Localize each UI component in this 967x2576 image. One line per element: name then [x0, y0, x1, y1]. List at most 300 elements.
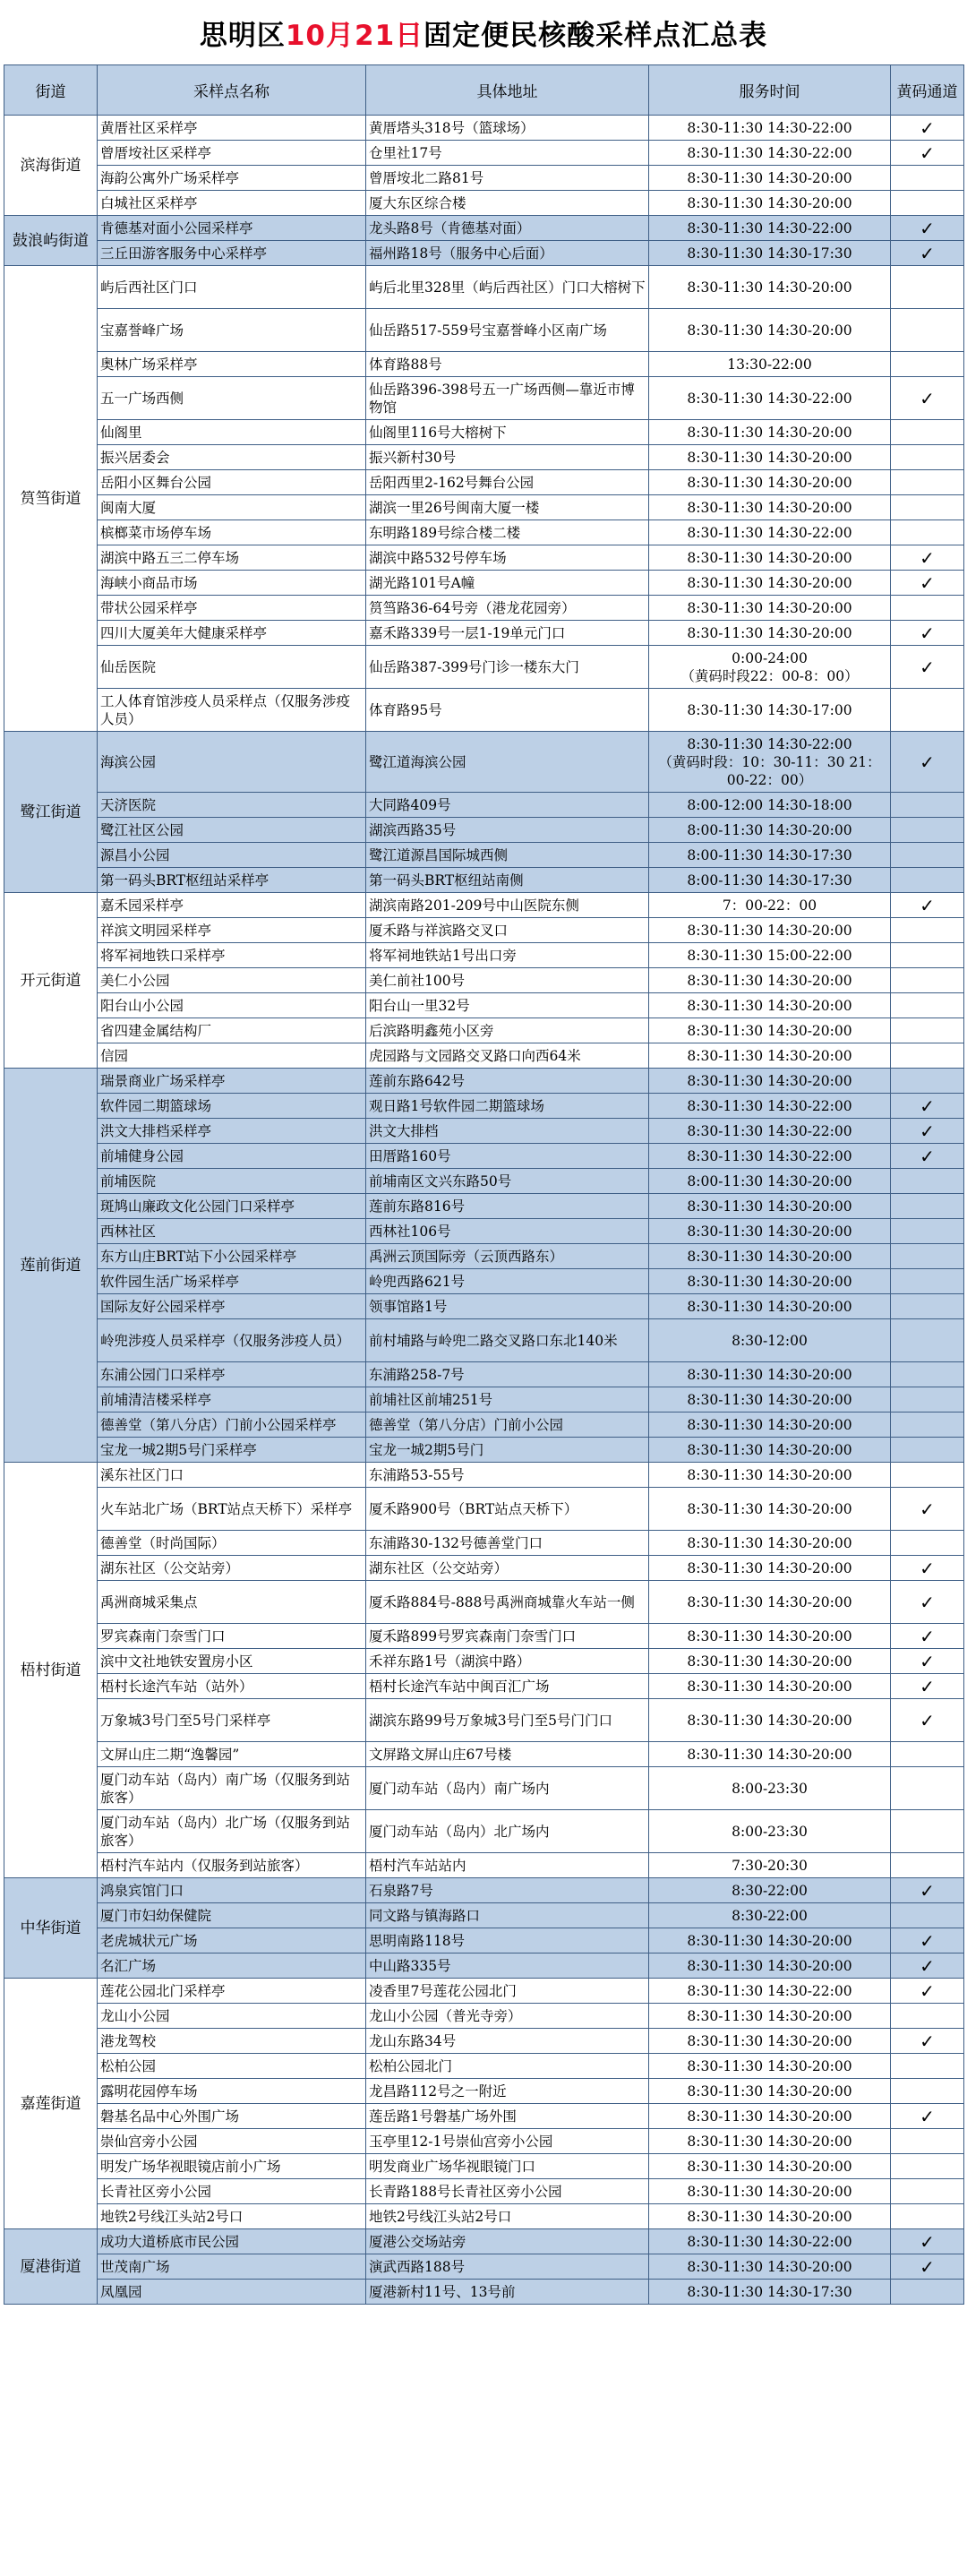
service-time: 8:30-11:30 14:30-20:00 [649, 2104, 891, 2129]
service-time: 8:30-11:30 14:30-22:00 （黄码时段：10：30-11：30 21：00-22：00） [649, 732, 891, 793]
site-address: 厦港公交场站旁 [366, 2229, 649, 2254]
yellow-channel-empty [891, 470, 964, 495]
site-name: 厦门动车站（岛内）北广场（仅服务到站旅客） [98, 1810, 366, 1853]
service-time: 8:30-11:30 14:30-22:00 [649, 116, 891, 141]
site-name: 溪东社区门口 [98, 1463, 366, 1488]
site-name: 白城社区采样亭 [98, 191, 366, 216]
table-row [4, 2229, 964, 2254]
table-row [4, 1699, 964, 1742]
table-row [4, 1043, 964, 1069]
site-address: 田厝路160号 [366, 1144, 649, 1169]
table-row [4, 1742, 964, 1767]
site-address: 龙山小公园（普光寺旁） [366, 2004, 649, 2029]
table-row [4, 2154, 964, 2179]
site-address: 梧村汽车站站内 [366, 1853, 649, 1878]
yellow-channel-check-icon: ✓ [891, 893, 964, 918]
yellow-channel-check-icon: ✓ [891, 1488, 964, 1531]
site-name: 嘉禾园采样亭 [98, 893, 366, 918]
service-time: 7：00-22：00 [649, 893, 891, 918]
site-name: 海峡小商品市场 [98, 571, 366, 596]
yellow-channel-empty [891, 1767, 964, 1810]
site-name: 明发广场华视眼镜店前小广场 [98, 2154, 366, 2179]
yellow-channel-check-icon: ✓ [891, 1094, 964, 1119]
site-address: 湖东社区（公交站旁） [366, 1556, 649, 1581]
yellow-channel-empty [891, 2004, 964, 2029]
site-name: 地铁2号线江头站2号口 [98, 2204, 366, 2229]
table-row [4, 2054, 964, 2079]
yellow-channel-empty [891, 1438, 964, 1463]
site-address: 体育路95号 [366, 689, 649, 732]
yellow-channel-empty [891, 596, 964, 621]
yellow-channel-empty [891, 1069, 964, 1094]
site-address: 前埔社区前埔251号 [366, 1387, 649, 1413]
site-address: 湖滨一里26号闽南大厦一楼 [366, 495, 649, 520]
table-row [4, 1810, 964, 1853]
site-name: 槟榔菜市场停车场 [98, 520, 366, 545]
site-name: 罗宾森南门奈雪门口 [98, 1624, 366, 1649]
yellow-channel-empty [891, 818, 964, 843]
table-row [4, 2004, 964, 2029]
title-suffix: 固定便民核酸采样点汇总表 [424, 20, 768, 52]
table-row [4, 1903, 964, 1928]
service-time: 8:30-11:30 14:30-20:00 [649, 1438, 891, 1463]
table-row [4, 1294, 964, 1319]
service-time: 8:30-11:30 14:30-20:00 [649, 1387, 891, 1413]
table-row [4, 646, 964, 689]
site-address: 东浦路53-55号 [366, 1463, 649, 1488]
service-time: 8:30-11:30 14:30-20:00 [649, 571, 891, 596]
service-time: 8:30-11:30 14:30-20:00 [649, 2029, 891, 2054]
yellow-channel-empty [891, 1294, 964, 1319]
service-time: 8:30-11:30 14:30-22:00 [649, 216, 891, 241]
table-row [4, 191, 964, 216]
site-address: 明发商业广场华视眼镜门口 [366, 2154, 649, 2179]
service-time: 8:30-11:30 14:30-17:30 [649, 241, 891, 266]
service-time: 8:30-11:30 14:30-20:00 [649, 1699, 891, 1742]
site-name: 梧村长途汽车站（站外） [98, 1674, 366, 1699]
service-time: 8:30-11:30 14:30-22:00 [649, 1144, 891, 1169]
service-time: 8:30-11:30 14:30-20:00 [649, 495, 891, 520]
service-time: 8:30-11:30 14:30-20:00 [649, 1413, 891, 1438]
site-name: 前埔健身公园 [98, 1144, 366, 1169]
site-address: 大同路409号 [366, 793, 649, 818]
service-time: 8:30-11:30 14:30-22:00 [649, 1094, 891, 1119]
site-name: 仙阁里 [98, 420, 366, 445]
site-name: 岭兜涉疫人员采样亭（仅服务涉疫人员） [98, 1319, 366, 1362]
site-name: 闽南大厦 [98, 495, 366, 520]
table-row [4, 621, 964, 646]
table-row [4, 1463, 964, 1488]
table-row [4, 1244, 964, 1269]
site-address: 岭兜西路621号 [366, 1269, 649, 1294]
street-name: 筼筜街道 [4, 266, 98, 732]
site-address: 黄厝塔头318号（篮球场） [366, 116, 649, 141]
site-name: 国际友好公园采样亭 [98, 1294, 366, 1319]
yellow-channel-check-icon: ✓ [891, 216, 964, 241]
service-time: 8:30-11:30 14:30-20:00 [649, 918, 891, 943]
site-address: 岳阳西里2-162号舞台公园 [366, 470, 649, 495]
street-name: 厦港街道 [4, 2229, 98, 2305]
site-name: 东浦公园门口采样亭 [98, 1362, 366, 1387]
table-row [4, 1556, 964, 1581]
service-time: 8:00-12:00 14:30-18:00 [649, 793, 891, 818]
table-row [4, 689, 964, 732]
yellow-channel-empty [891, 2079, 964, 2104]
site-name: 将军祠地铁口采样亭 [98, 943, 366, 968]
site-address: 厦禾路899号罗宾森南门奈雪门口 [366, 1624, 649, 1649]
service-time: 8:30-11:30 14:30-20:00 [649, 2204, 891, 2229]
yellow-channel-check-icon: ✓ [891, 1556, 964, 1581]
yellow-channel-empty [891, 2154, 964, 2179]
site-name: 崇仙宫旁小公园 [98, 2129, 366, 2154]
service-time: 8:30-11:30 14:30-20:00 [649, 1244, 891, 1269]
site-name: 肯德基对面小公园采样亭 [98, 216, 366, 241]
service-time: 8:00-23:30 [649, 1810, 891, 1853]
site-address: 东明路189号综合楼二楼 [366, 520, 649, 545]
site-address: 鹭江道源昌国际城西侧 [366, 843, 649, 868]
service-time: 8:30-11:30 14:30-22:00 [649, 2229, 891, 2254]
site-name: 源昌小公园 [98, 843, 366, 868]
service-time: 8:30-11:30 14:30-20:00 [649, 1556, 891, 1581]
site-name: 湖东社区（公交站旁） [98, 1556, 366, 1581]
yellow-channel-empty [891, 1362, 964, 1387]
yellow-channel-check-icon: ✓ [891, 2104, 964, 2129]
table-row [4, 1878, 964, 1903]
table-body [4, 116, 964, 2305]
site-name: 海韵公寓外广场采样亭 [98, 166, 366, 191]
site-address: 莲前东路816号 [366, 1194, 649, 1219]
table-row [4, 1169, 964, 1194]
yellow-channel-check-icon: ✓ [891, 1953, 964, 1979]
title-prefix: 思明区 [199, 20, 286, 52]
site-address: 仙阁里116号大榕树下 [366, 420, 649, 445]
table-row [4, 1018, 964, 1043]
yellow-channel-empty [891, 2129, 964, 2154]
site-address: 阳台山一里32号 [366, 993, 649, 1018]
site-address: 湖滨东路99号万象城3号门至5号门门口 [366, 1699, 649, 1742]
service-time: 8:30-11:30 14:30-20:00 [649, 1531, 891, 1556]
table-row [4, 241, 964, 266]
service-time: 8:30-22:00 [649, 1878, 891, 1903]
yellow-channel-check-icon: ✓ [891, 646, 964, 689]
site-address: 文屏路文屏山庄67号楼 [366, 1742, 649, 1767]
service-time: 8:30-11:30 14:30-20:00 [649, 309, 891, 352]
site-name: 曾厝垵社区采样亭 [98, 141, 366, 166]
site-name: 五一广场西侧 [98, 377, 366, 420]
site-address: 厦大东区综合楼 [366, 191, 649, 216]
yellow-channel-empty [891, 843, 964, 868]
site-address: 曾厝垵北二路81号 [366, 166, 649, 191]
table-row [4, 141, 964, 166]
service-time: 8:30-11:30 14:30-20:00 [649, 1294, 891, 1319]
yellow-channel-check-icon: ✓ [891, 1581, 964, 1624]
table-row [4, 470, 964, 495]
table-row [4, 843, 964, 868]
yellow-channel-empty [891, 191, 964, 216]
site-address: 莲岳路1号磐基广场外围 [366, 2104, 649, 2129]
site-name: 奥林广场采样亭 [98, 352, 366, 377]
site-address: 振兴新村30号 [366, 445, 649, 470]
table-row [4, 1624, 964, 1649]
yellow-channel-empty [891, 1219, 964, 1244]
site-address: 屿后北里328里（屿后西社区）门口大榕树下 [366, 266, 649, 309]
service-time: 8:30-11:30 14:30-20:00 [649, 266, 891, 309]
service-time: 8:30-11:30 14:30-20:00 [649, 1581, 891, 1624]
header-yellow-channel: 黄码通道 [891, 65, 964, 116]
service-time: 7:30-20:30 [649, 1853, 891, 1878]
site-name: 梧村汽车站内（仅服务到站旅客） [98, 1853, 366, 1878]
site-name: 阳台山小公园 [98, 993, 366, 1018]
table-row [4, 1413, 964, 1438]
yellow-channel-empty [891, 495, 964, 520]
yellow-channel-check-icon: ✓ [891, 2254, 964, 2280]
service-time: 8:30-11:30 14:30-20:00 [649, 2254, 891, 2280]
table-row [4, 1069, 964, 1094]
yellow-channel-empty [891, 166, 964, 191]
site-address: 厦禾路884号-888号禹洲商城靠火车站一侧 [366, 1581, 649, 1624]
site-address: 地铁2号线江头站2号口 [366, 2204, 649, 2229]
site-address: 龙头路8号（肯德基对面） [366, 216, 649, 241]
site-address: 前埔南区文兴东路50号 [366, 1169, 649, 1194]
yellow-channel-empty [891, 1853, 964, 1878]
site-name: 德善堂（第八分店）门前小公园采样亭 [98, 1413, 366, 1438]
table-row [4, 1269, 964, 1294]
service-time: 8:30-11:30 14:30-20:00 [649, 445, 891, 470]
table-row [4, 793, 964, 818]
site-address: 嘉禾路339号一层1-19单元门口 [366, 621, 649, 646]
yellow-channel-empty [891, 520, 964, 545]
yellow-channel-empty [891, 309, 964, 352]
table-row [4, 1194, 964, 1219]
service-time: 8:30-11:30 14:30-20:00 [649, 1219, 891, 1244]
table-row [4, 495, 964, 520]
table-row [4, 166, 964, 191]
site-address: 湖光路101号A幢 [366, 571, 649, 596]
site-name: 湖滨中路五三二停车场 [98, 545, 366, 571]
table-row [4, 2179, 964, 2204]
table-row [4, 596, 964, 621]
table-row [4, 2254, 964, 2280]
service-time: 8:30-11:30 14:30-20:00 [649, 420, 891, 445]
site-address: 思明南路118号 [366, 1928, 649, 1953]
site-address: 德善堂（第八分店）门前小公园 [366, 1413, 649, 1438]
service-time: 8:30-11:30 14:30-20:00 [649, 1674, 891, 1699]
service-time: 8:30-11:30 15:00-22:00 [649, 943, 891, 968]
service-time: 8:30-11:30 14:30-20:00 [649, 1362, 891, 1387]
site-name: 老虎城状元广场 [98, 1928, 366, 1953]
site-name: 祥滨文明园采样亭 [98, 918, 366, 943]
table-row [4, 571, 964, 596]
table-header-row [4, 65, 964, 116]
site-name: 岳阳小区舞台公园 [98, 470, 366, 495]
yellow-channel-empty [891, 689, 964, 732]
street-name: 莲前街道 [4, 1069, 98, 1463]
site-name: 天济医院 [98, 793, 366, 818]
table-row [4, 993, 964, 1018]
site-address: 长青路188号长青社区旁小公园 [366, 2179, 649, 2204]
site-name: 文屏山庄二期“逸馨园” [98, 1742, 366, 1767]
yellow-channel-empty [891, 1903, 964, 1928]
site-address: 仓里社17号 [366, 141, 649, 166]
site-name: 鹭江社区公园 [98, 818, 366, 843]
table-row [4, 2129, 964, 2154]
yellow-channel-empty [891, 1169, 964, 1194]
service-time: 8:30-11:30 14:30-20:00 [649, 1742, 891, 1767]
yellow-channel-empty [891, 2204, 964, 2229]
yellow-channel-empty [891, 1194, 964, 1219]
table-row [4, 1674, 964, 1699]
yellow-channel-check-icon: ✓ [891, 1928, 964, 1953]
yellow-channel-empty [891, 266, 964, 309]
table-row [4, 1531, 964, 1556]
table-row [4, 732, 964, 793]
service-time: 8:00-11:30 14:30-20:00 [649, 1169, 891, 1194]
site-name: 港龙驾校 [98, 2029, 366, 2054]
site-address: 洪文大排档 [366, 1119, 649, 1144]
site-name: 工人体育馆涉疫人员采样点（仅服务涉疫人员） [98, 689, 366, 732]
service-time: 13:30-22:00 [649, 352, 891, 377]
service-time: 8:30-11:30 14:30-20:00 [649, 1194, 891, 1219]
site-address: 将军祠地铁站1号出口旁 [366, 943, 649, 968]
yellow-channel-empty [891, 918, 964, 943]
table-row [4, 943, 964, 968]
site-address: 筼筜路36-64号旁（港龙花园旁） [366, 596, 649, 621]
yellow-channel-check-icon: ✓ [891, 1119, 964, 1144]
site-address: 湖滨中路532号停车场 [366, 545, 649, 571]
service-time: 8:30-11:30 14:30-22:00 [649, 1979, 891, 2004]
service-time: 8:30-11:30 14:30-20:00 [649, 2054, 891, 2079]
yellow-channel-empty [891, 943, 964, 968]
site-name: 露明花园停车场 [98, 2079, 366, 2104]
service-time: 8:30-11:30 14:30-20:00 [649, 1649, 891, 1674]
table-row [4, 1094, 964, 1119]
yellow-channel-check-icon: ✓ [891, 1674, 964, 1699]
street-name: 鼓浪屿街道 [4, 216, 98, 266]
table-row [4, 545, 964, 571]
site-address: 同文路与镇海路口 [366, 1903, 649, 1928]
street-name: 梧村街道 [4, 1463, 98, 1878]
yellow-channel-check-icon: ✓ [891, 1878, 964, 1903]
site-address: 松柏公园北门 [366, 2054, 649, 2079]
yellow-channel-empty [891, 2054, 964, 2079]
site-address: 石泉路7号 [366, 1878, 649, 1903]
service-time: 8:30-11:30 14:30-20:00 [649, 1018, 891, 1043]
site-name: 信园 [98, 1043, 366, 1069]
site-name: 长青社区旁小公园 [98, 2179, 366, 2204]
yellow-channel-empty [891, 968, 964, 993]
table-row [4, 1319, 964, 1362]
table-row [4, 868, 964, 893]
site-address: 中山路335号 [366, 1953, 649, 1979]
site-name: 前埔清洁楼采样亭 [98, 1387, 366, 1413]
header-site: 采样点名称 [98, 65, 366, 116]
yellow-channel-check-icon: ✓ [891, 571, 964, 596]
service-time: 8:30-11:30 14:30-20:00 [649, 1269, 891, 1294]
yellow-channel-empty [891, 1319, 964, 1362]
yellow-channel-check-icon: ✓ [891, 116, 964, 141]
site-address: 东浦路258-7号 [366, 1362, 649, 1387]
sampling-sites-table [4, 64, 964, 2305]
site-address: 体育路88号 [366, 352, 649, 377]
service-time: 8:00-11:30 14:30-20:00 [649, 818, 891, 843]
yellow-channel-check-icon: ✓ [891, 141, 964, 166]
site-name: 凤凰园 [98, 2280, 366, 2305]
service-time: 0:00-24:00 （黄码时段22：00-8：00） [649, 646, 891, 689]
yellow-channel-check-icon: ✓ [891, 732, 964, 793]
service-time: 8:30-11:30 14:30-20:00 [649, 1953, 891, 1979]
site-name: 磐基名品中心外围广场 [98, 2104, 366, 2129]
site-name: 滨中文社地铁安置房小区 [98, 1649, 366, 1674]
service-time: 8:30-11:30 14:30-20:00 [649, 1624, 891, 1649]
table-row [4, 1979, 964, 2004]
yellow-channel-check-icon: ✓ [891, 621, 964, 646]
service-time: 8:30-11:30 14:30-20:00 [649, 993, 891, 1018]
site-name: 屿后西社区门口 [98, 266, 366, 309]
service-time: 8:30-11:30 14:30-20:00 [649, 1928, 891, 1953]
site-name: 黄厝社区采样亭 [98, 116, 366, 141]
site-address: 仙岳路517-559号宝嘉誉峰小区南广场 [366, 309, 649, 352]
site-name: 松柏公园 [98, 2054, 366, 2079]
yellow-channel-empty [891, 868, 964, 893]
site-address: 龙昌路112号之一附近 [366, 2079, 649, 2104]
site-address: 厦禾路900号（BRT站点天桥下） [366, 1488, 649, 1531]
site-address: 演武西路188号 [366, 2254, 649, 2280]
service-time: 8:30-11:30 14:30-20:00 [649, 2179, 891, 2204]
yellow-channel-check-icon: ✓ [891, 1144, 964, 1169]
site-address: 厦港新村11号、13号前 [366, 2280, 649, 2305]
site-name: 四川大厦美年大健康采样亭 [98, 621, 366, 646]
service-time: 8:30-11:30 14:30-20:00 [649, 166, 891, 191]
table-row [4, 1219, 964, 1244]
header-street: 街道 [4, 65, 98, 116]
site-address: 梧村长途汽车站中闽百汇广场 [366, 1674, 649, 1699]
site-address: 鹭江道海滨公园 [366, 732, 649, 793]
site-name: 德善堂（时尚国际） [98, 1531, 366, 1556]
yellow-channel-empty [891, 1742, 964, 1767]
site-name: 世茂南广场 [98, 2254, 366, 2280]
site-name: 厦门动车站（岛内）南广场（仅服务到站旅客） [98, 1767, 366, 1810]
yellow-channel-empty [891, 1413, 964, 1438]
service-time: 8:00-23:30 [649, 1767, 891, 1810]
service-time: 8:30-11:30 14:30-20:00 [649, 621, 891, 646]
service-time: 8:30-11:30 14:30-20:00 [649, 1069, 891, 1094]
yellow-channel-empty [891, 793, 964, 818]
site-name: 禹洲商城采集点 [98, 1581, 366, 1624]
service-time: 8:30-11:30 14:30-20:00 [649, 968, 891, 993]
site-address: 龙山东路34号 [366, 2029, 649, 2054]
table-row [4, 2104, 964, 2129]
site-address: 美仁前社100号 [366, 968, 649, 993]
yellow-channel-empty [891, 1043, 964, 1069]
service-time: 8:30-11:30 14:30-20:00 [649, 470, 891, 495]
table-row [4, 520, 964, 545]
yellow-channel-empty [891, 1810, 964, 1853]
yellow-channel-check-icon: ✓ [891, 1699, 964, 1742]
site-name: 软件园二期篮球场 [98, 1094, 366, 1119]
service-time: 8:30-11:30 14:30-20:00 [649, 596, 891, 621]
yellow-channel-check-icon: ✓ [891, 241, 964, 266]
site-name: 西林社区 [98, 1219, 366, 1244]
site-name: 瑞景商业广场采样亭 [98, 1069, 366, 1094]
service-time: 8:30-11:30 14:30-20:00 [649, 191, 891, 216]
table-row [4, 1387, 964, 1413]
service-time: 8:30-11:30 14:30-20:00 [649, 1488, 891, 1531]
yellow-channel-check-icon: ✓ [891, 545, 964, 571]
yellow-channel-check-icon: ✓ [891, 1624, 964, 1649]
site-name: 名汇广场 [98, 1953, 366, 1979]
yellow-channel-check-icon: ✓ [891, 2229, 964, 2254]
table-row [4, 1144, 964, 1169]
